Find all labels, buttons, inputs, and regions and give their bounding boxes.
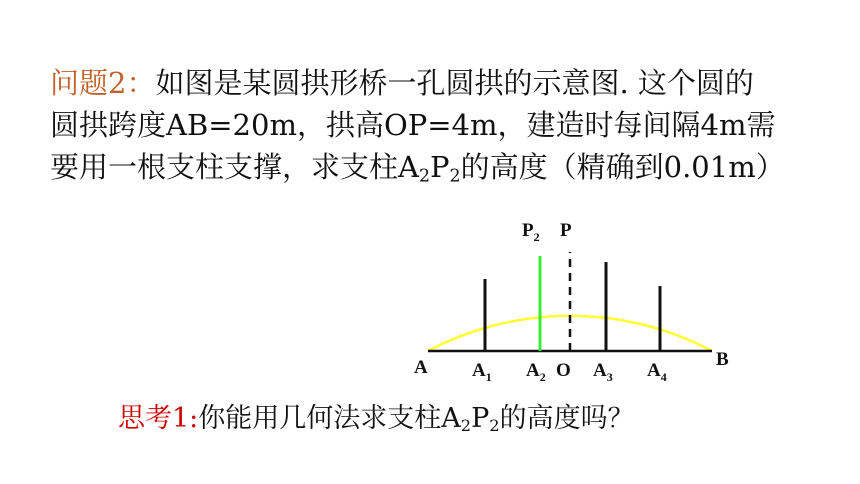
problem-line-2: 圆拱跨度AB=20m，拱高OP=4m，建造时每间隔4m需 [50,108,776,142]
problem-line-3 [50,146,840,197]
question-mark: ？ [607,404,634,434]
think-label: 思考1: [118,403,199,434]
label-p: P [560,220,572,241]
think-text-a: 你能用几何法求支柱A [198,403,461,434]
label-p2: $P_2$ [522,220,540,244]
problem-text-1: 如图是某圆拱形桥一孔圆拱的示意图. 这个圆的 [155,66,754,100]
subscript: 2 [489,416,500,436]
label-a4: $A_4$ [647,360,667,384]
think-text-c: 的高度吗 [499,403,608,434]
problem-line-1 [50,62,840,104]
label-a: A [414,357,428,378]
subscript: 2 [460,416,472,436]
problem-text-3a: 要用一根支柱支撑，求支柱A [50,150,419,184]
problem-text-3b: P [430,150,450,184]
subscript: 2 [449,166,461,187]
subscript: 2 [418,166,431,187]
think-text-b: P [471,403,490,434]
problem-label: 问题2： [50,66,156,100]
label-o: O [556,360,571,381]
label-a2: $A_2$ [526,360,546,384]
label-a3: $A_3$ [593,360,613,384]
problem-statement [50,62,840,197]
think-question [118,401,634,444]
label-a1: $A_1$ [472,360,492,384]
problem-text-3c: 的高度（精确到0.01m） [460,150,785,184]
arch-bridge-diagram [400,214,760,384]
label-b: B [716,349,729,370]
